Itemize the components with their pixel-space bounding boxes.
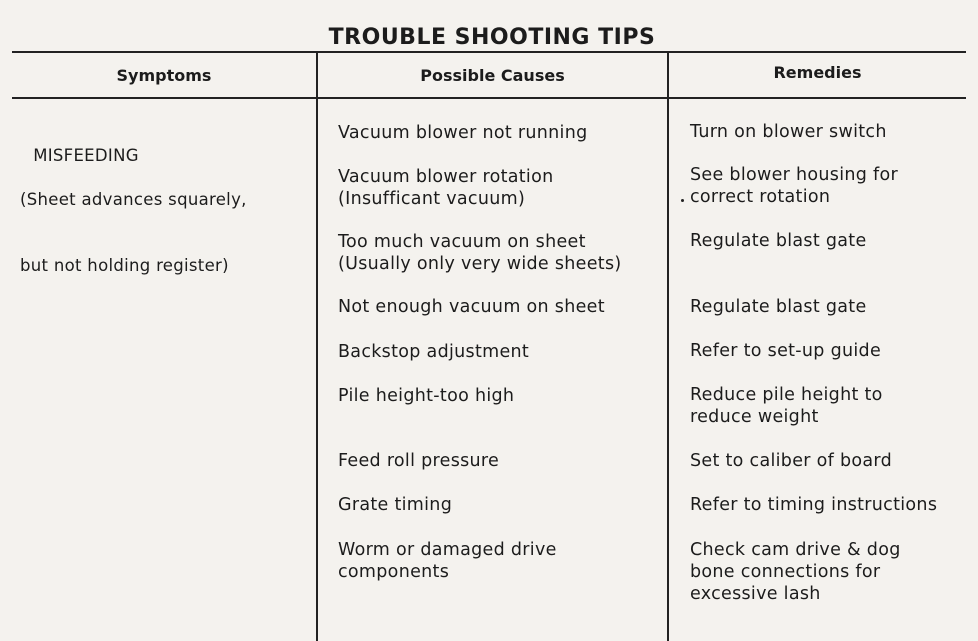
cause-cell: Feed roll pressure (338, 451, 500, 471)
remedy-cell: Turn on blower switch (690, 122, 887, 142)
cause-cell: Pile height-too high (338, 386, 515, 406)
cause-cell: Vacuum blower rotation (Insufficant vacuum) (338, 167, 554, 209)
symptom-detail-line-2: but not holding register) (20, 256, 229, 275)
remedy-cell: Reduce pile height to reduce weight (690, 385, 883, 427)
remedy-cell: Set to caliber of board (690, 451, 892, 471)
remedy-cell: Regulate blast gate (690, 297, 867, 317)
table-top-rule (12, 51, 966, 53)
header-remedies: Remedies (773, 63, 862, 82)
stray-dot-mark (681, 199, 684, 202)
remedy-cell: Regulate blast gate (690, 231, 867, 251)
header-symptoms: Symptoms (116, 66, 212, 85)
remedy-cell: Check cam drive & dog bone connections for excessive lash (690, 540, 901, 604)
page-title: TROUBLE SHOOTING TIPS (328, 25, 656, 50)
cause-cell: Backstop adjustment (338, 342, 530, 362)
column-divider-2 (667, 52, 669, 641)
header-possible-causes: Possible Causes (420, 66, 565, 85)
column-divider-1 (316, 52, 318, 641)
symptom-detail-line-1: (Sheet advances squarely, (20, 190, 247, 209)
remedy-cell: Refer to timing instructions (690, 495, 938, 515)
cause-cell: Worm or damaged drive components (338, 540, 557, 582)
cause-cell: Grate timing (338, 495, 453, 515)
symptom-name: MISFEEDING (33, 146, 139, 165)
symptom-cell (11, 123, 247, 321)
cause-cell: Vacuum blower not running (338, 123, 588, 143)
cause-cell: Not enough vacuum on sheet (338, 297, 605, 317)
remedy-cell: Refer to set-up guide (690, 341, 882, 361)
table-header-rule (12, 97, 966, 99)
remedy-cell: See blower housing for correct rotation (690, 165, 899, 207)
cause-cell: Too much vacuum on sheet (Usually only very wide sheets) (338, 232, 622, 274)
